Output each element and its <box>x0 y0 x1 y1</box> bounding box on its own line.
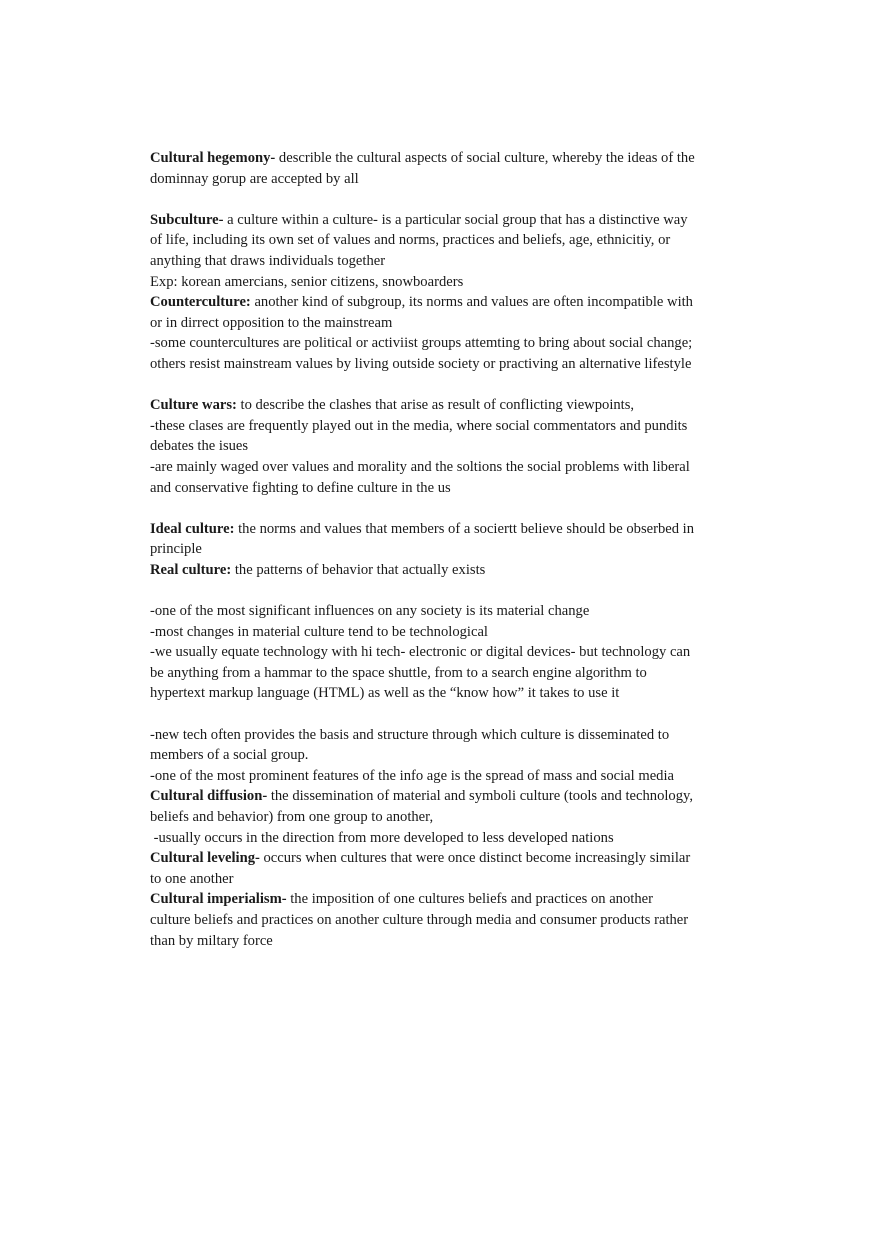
line-text: -we usually equate technology with hi tech- electronic or digital devices- but technology can <box>150 644 691 661</box>
text-line <box>150 601 735 622</box>
text-line <box>150 436 735 457</box>
line-text: describle the cultural aspects of social culture, whereby the ideas of the <box>275 150 695 166</box>
line-text: than by miltary force <box>150 932 273 949</box>
text-line <box>150 622 735 643</box>
line-text: -one of the most prominent features of the info age is the spread of mass and social media <box>150 767 674 784</box>
definition-term: Real culture: <box>150 561 232 578</box>
line-text: of life, including its own set of values and norms, practices and beliefs, age, ethnicitiy, or <box>150 232 671 249</box>
definition-term: Counterculture: <box>150 294 251 311</box>
text-line <box>150 292 735 313</box>
text-line <box>150 169 735 190</box>
text-line <box>150 519 735 540</box>
line-text: -usually occurs in the direction from more developed to less developed nations <box>150 829 614 846</box>
line-text: or in dirrect opposition to the mainstream <box>150 314 393 331</box>
text-line <box>150 745 735 766</box>
text-line <box>150 354 735 375</box>
line-text: -one of the most significant influences on any society is its material change <box>150 603 590 620</box>
text-line <box>150 642 735 663</box>
line-text: members of a social group. <box>150 747 309 764</box>
line-text: dominnay gorup are accepted by all <box>150 170 359 187</box>
line-text: others resist mainstream values by living outside society or practiving an alternative lifestyle <box>150 355 692 372</box>
paragraph-gap <box>150 704 735 725</box>
line-text: the norms and values that members of a sociertt believe should be obserbed in <box>234 520 695 537</box>
line-text: anything that draws individuals together <box>150 252 386 269</box>
text-line <box>150 478 735 499</box>
line-text: culture beliefs and practices on another culture through media and consumer products rather <box>150 911 689 928</box>
text-line <box>150 663 735 684</box>
definition-term: Subculture- <box>150 211 224 228</box>
line-text: be anything from a hammar to the space shuttle, from to a search engine algorithm to <box>150 664 647 681</box>
text-line <box>150 230 735 251</box>
line-text: hypertext markup language (HTML) as well as the “know how” it takes to use it <box>150 685 620 702</box>
text-line <box>150 416 735 437</box>
definition-term: Ideal culture: <box>150 520 235 537</box>
definition-term: Culture wars: <box>150 397 237 414</box>
text-line <box>150 313 735 334</box>
line-text: the dissemination of material and symboli culture (tools and technology, <box>267 788 694 805</box>
line-text: debates the isues <box>150 438 249 455</box>
text-line <box>150 725 735 746</box>
line-text: -these clases are frequently played out in the media, where social commentators and pundits <box>150 417 688 434</box>
text-line <box>150 828 735 849</box>
text-line <box>150 395 735 416</box>
definition-term: Cultural hegemony- <box>150 150 276 166</box>
definition-term: Cultural leveling- <box>150 850 260 867</box>
text-line <box>150 210 735 231</box>
text-line <box>150 251 735 272</box>
paragraph-gap <box>150 375 735 396</box>
paragraph-gap <box>150 580 735 601</box>
line-text: a culture within a culture- is a particular social group that has a distinctive way <box>223 211 688 228</box>
line-text: -most changes in material culture tend to be technological <box>150 623 488 640</box>
line-text: another kind of subgroup, its norms and values are often incompatible with <box>250 294 693 311</box>
document-body <box>150 148 735 951</box>
text-line <box>150 333 735 354</box>
text-line <box>150 148 735 169</box>
line-text: occurs when cultures that were once distinct become increasingly similar <box>259 850 691 867</box>
text-line <box>150 683 735 704</box>
definition-term: Cultural diffusion- <box>150 788 268 805</box>
text-line <box>150 457 735 478</box>
text-line <box>150 560 735 581</box>
line-text: -some countercultures are political or activiist groups attemting to bring about social change; <box>150 335 693 352</box>
line-text: -are mainly waged over values and morality and the soltions the social problems with liberal <box>150 458 690 475</box>
text-line <box>150 910 735 931</box>
line-text: to one another <box>150 870 234 887</box>
text-line <box>150 807 735 828</box>
paragraph-gap <box>150 498 735 519</box>
line-text: to describe the clashes that arise as result of conflicting viewpoints, <box>236 397 635 414</box>
line-text: Exp: korean amercians, senior citizens, snowboarders <box>150 273 464 290</box>
text-line <box>150 539 735 560</box>
text-line <box>150 786 735 807</box>
line-text: beliefs and behavior) from one group to another, <box>150 809 434 825</box>
text-line <box>150 869 735 890</box>
line-text: principle <box>150 541 202 558</box>
line-text: -new tech often provides the basis and structure through which culture is disseminated to <box>150 726 670 743</box>
paragraph-gap <box>150 189 735 210</box>
line-text: and conservative fighting to define culture in the us <box>150 479 451 496</box>
text-line <box>150 766 735 787</box>
text-line <box>150 889 735 910</box>
definition-term: Cultural imperialism- <box>150 891 287 908</box>
line-text: the patterns of behavior that actually exists <box>231 561 486 578</box>
text-line <box>150 272 735 293</box>
text-line <box>150 931 735 952</box>
text-line <box>150 848 735 869</box>
line-text: the imposition of one cultures beliefs and practices on another <box>286 891 653 908</box>
